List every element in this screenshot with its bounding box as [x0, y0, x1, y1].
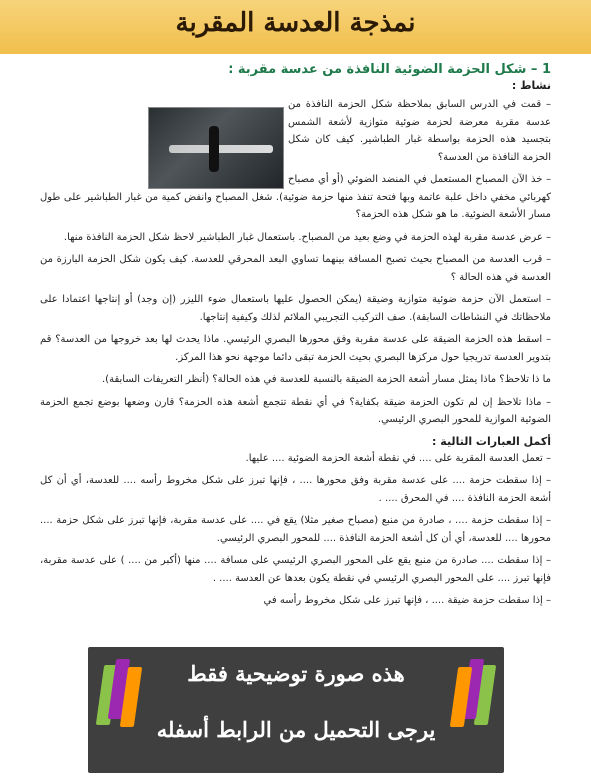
complete-item: – إذا سقطت حزمة ضيقة .... ، فإنها تبرز على شكل مخروط رأسه في	[263, 595, 551, 606]
paragraph: – خذ الآن المصباح المستعمل في المنضد الضوئي (أو أي مصباح كهربائي مخفي داخل علبة عاتمة وبها فتحة تنفذ منها حزمة ضوئية). شغل المصباح وانفض كمية من غبار الطباشير على طول مسار الأشعة الضوئية. ما هو شكل هذه الحزمة؟	[40, 174, 551, 220]
activity-label: نشاط :	[511, 79, 551, 92]
complete-item: – إذا سقطت حزمة .... على عدسة مقربة وفق محورها .... ، فإنها تبرز على شكل مخروط رأسه .... للعدسة، أي أن كل أشعة الحزمة النافذة .... في المحرق .... .	[40, 475, 551, 504]
overlay-notice: هذه صورة توضيحية فقط	[187, 661, 405, 686]
paragraph: – قرب العدسة من المصباح بحيث تصبح المسافة بينهما تساوي البعد المحرقي للعدسة. كيف يكون شكل الحزمة البارزة من العدسة في هذه الحالة ؟	[40, 254, 551, 283]
header-banner	[0, 0, 591, 54]
page-title: نمذجة العدسة المقربة	[175, 8, 416, 38]
paragraph: – استعمل الآن حزمة ضوئية متوازية وضيقة (يمكن الحصول عليها باستعمال ضوء الليزر (إن وجد) أو إنتاجها اعتمادا على ملاحظاتك في النشاطات السابقة). صف التركيب التجريبي الملائم لذلك وكيفية إنتاجها.	[40, 294, 551, 323]
section-heading: 1 – شكل الحزمة الضوئية النافذة من عدسة مقربة :	[228, 62, 551, 77]
paragraph: ما ذا تلاحظ؟ ماذا يمثل مسار أشعة الحزمة الضيقة بالنسبة للعدسة في هذه الحالة؟ (أنظر التعريفات السابقة).	[102, 374, 551, 385]
overlay-download-notice: يرجى التحميل من الرابط أسفله	[156, 717, 436, 742]
paragraph: – عرض عدسة مقربة لهذه الحزمة في وضع بعيد من المصباح. باستعمال غبار الطباشير لاحظ شكل الحزمة النافذة منها.	[63, 231, 551, 243]
paragraph: – اسقط هذه الحزمة الضيقة على عدسة مقربة وفق محورها البصري الرئيسي. ماذا يحدث لها بعد خروجها من العدسة؟ قم بتدوير العدسة تدريجيا حول مركزها البصري بحيث الحزمة تبقى دائما موجهة نحو هذا المركز.	[40, 334, 551, 363]
complete-item: – تعمل العدسة المقربة على .... في نقطة أشعة الحزمة الضوئية .... عليها.	[245, 452, 551, 464]
document-body	[40, 60, 551, 615]
paragraph: – ماذا تلاحظ إن لم تكون الحزمة ضيقة بكفاية؟ في أي نقطة تتجمع أشعة هذه الحزمة؟ قارن وضعها بوضع تجمع الحزمة الضوئية الموازية للمحور البصري الرئيسي.	[40, 396, 551, 425]
complete-heading: أكمل العبارات التالية :	[432, 434, 551, 448]
complete-item: – إذا سقطت .... صادرة من منبع يقع على المحور البصري الرئيسي على مسافة .... منها (أكبر من .... ) على عدسة مقربة، فإنها تبرز .... على المحور البصري الرئيسي في نقطة يكون بعدها عن العدسة .... .	[40, 555, 551, 584]
preview-overlay	[88, 647, 504, 773]
photo-spacer	[40, 96, 288, 186]
paragraph: – قمت في الدرس السابق بملاحظة شكل الحزمة النافذة من عدسة مقربة معرضة لحزمة ضوئية متوازية لأشعة الشمس بتجسيد هذه الحزمة بواسطة غبار الطباشير. كيف كان شكل الحزمة النافذة من العدسة؟	[288, 99, 551, 163]
complete-item: – إذا سقطت حزمة .... ، صادرة من منبع (مصباح صغير مثلا) يقع في .... على عدسة مقربة، فإنها تبرز على شكل حزمة .... محورها .... للعدسة، أي أن كل أشعة الحزمة النافذة .... للمحور البصري الرئيسي.	[40, 515, 551, 544]
